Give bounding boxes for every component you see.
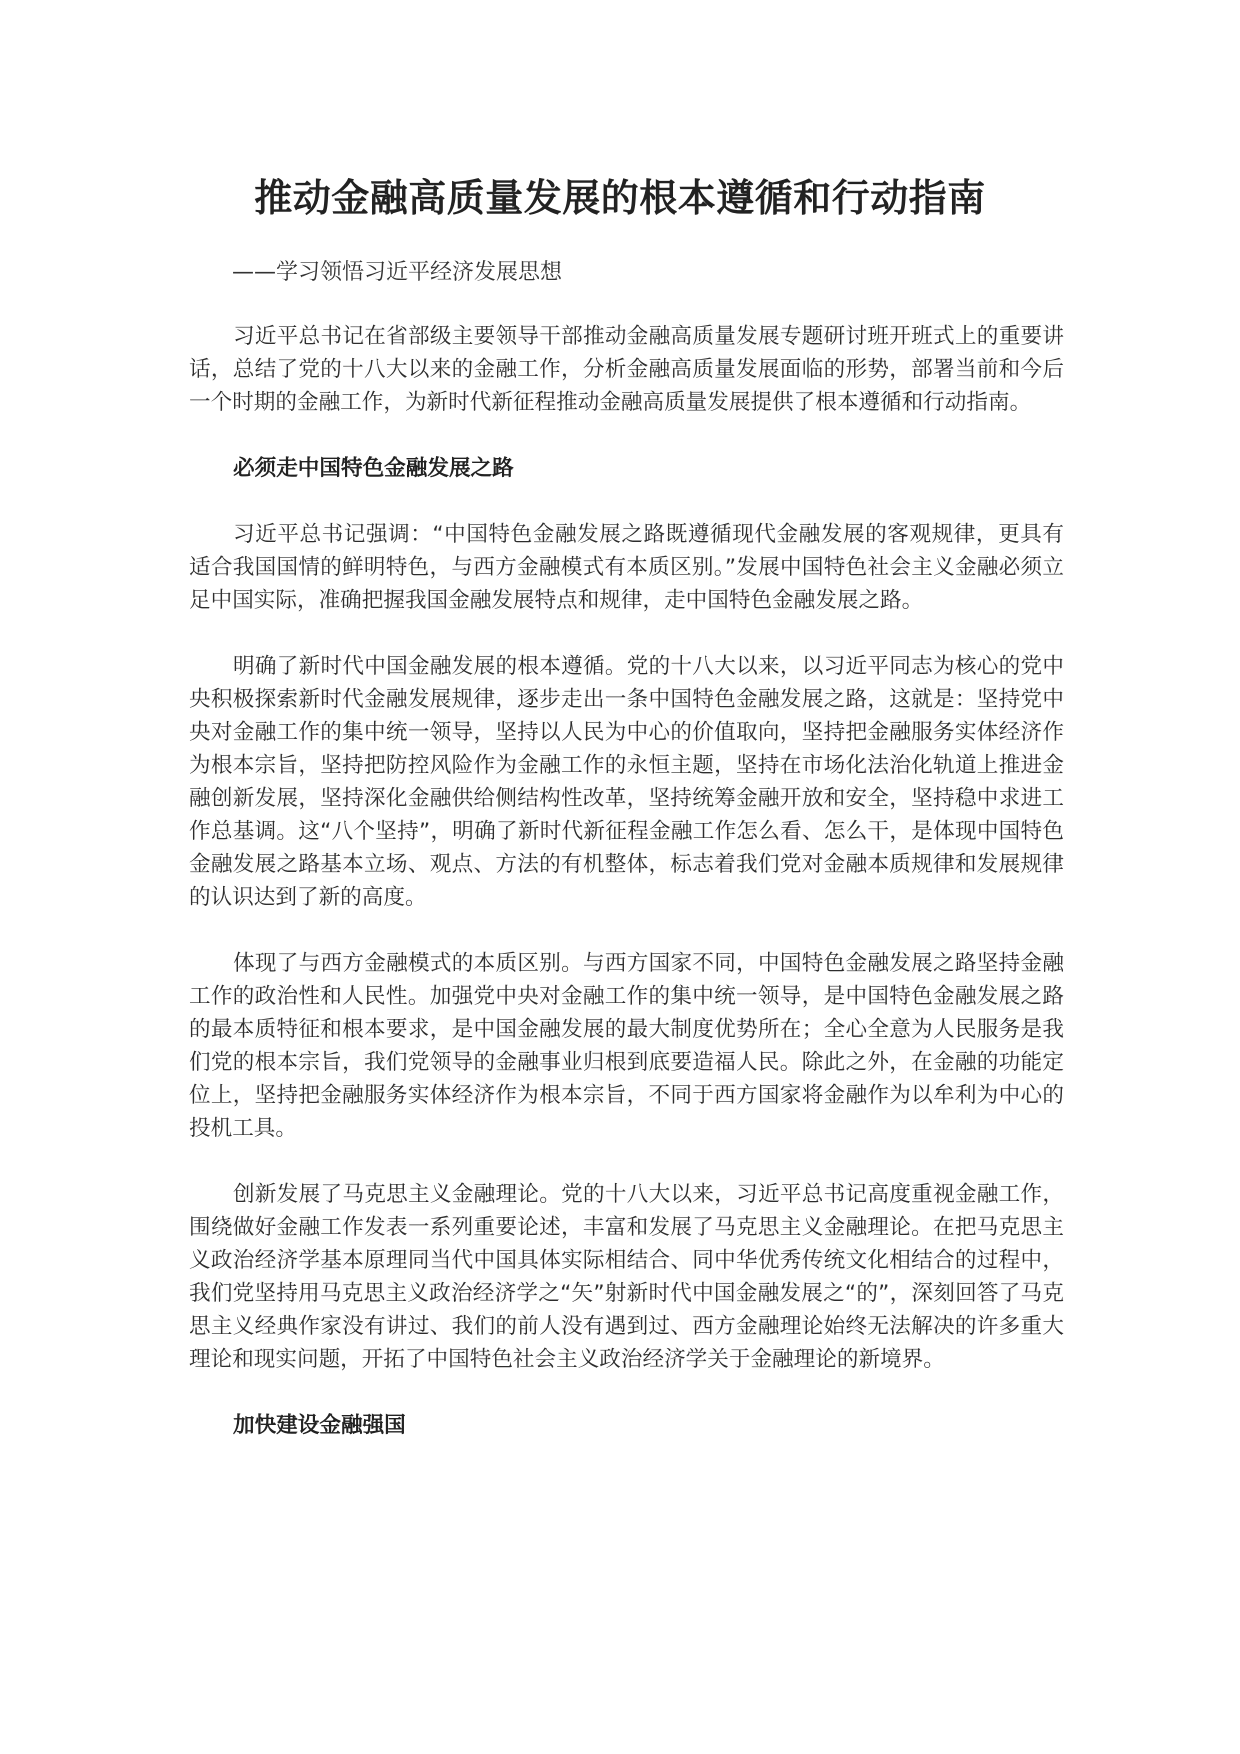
- paragraph-intro: 习近平总书记在省部级主要领导干部推动金融高质量发展专题研讨班开班式上的重要讲话，总结了党的十八大以来的金融工作，分析金融高质量发展面临的形势，部署当前和今后一个时期的金融工作，为新时代新征程推动金融高质量发展提供了根本遵循和行动指南。: [189, 324, 1064, 415]
- section-heading-chinese-path: 必须走中国特色金融发展之路: [233, 456, 514, 481]
- paragraph-quote: 习近平总书记强调：“中国特色金融发展之路既遵循现代金融发展的客观规律，更具有适合我国国情的鲜明特色，与西方金融模式有本质区别。”发展中国特色社会主义金融必须立足中国实际，准确把握我国金融发展特点和规律，走中国特色金融发展之路。: [189, 522, 1064, 613]
- document-title: 推动金融高质量发展的根本遵循和行动指南: [254, 176, 986, 220]
- paragraph-fundamental-guidance: 明确了新时代中国金融发展的根本遵循。党的十八大以来，以习近平同志为核心的党中央积极探索新时代金融发展规律，逐步走出一条中国特色金融发展之路，这就是：坚持党中央对金融工作的集中统一领导，坚持以人民为中心的价值取向，坚持把金融服务实体经济作为根本宗旨，坚持把防控风险作为金融工作的永恒主题，坚持在市场化法治化轨道上推进金融创新发展，坚持深化金融供给侧结构性改革，坚持统筹金融开放和安全，坚持稳中求进工作总基调。这“八个坚持”，明确了新时代新征程金融工作怎么看、怎么干，是体现中国特色金融发展之路基本立场、观点、方法的有机整体，标志着我们党对金融本质规律和发展规律的认识达到了新的高度。: [189, 654, 1064, 910]
- paragraph-difference-from-west: 体现了与西方金融模式的本质区别。与西方国家不同，中国特色金融发展之路坚持金融工作的政治性和人民性。加强党中央对金融工作的集中统一领导，是中国特色金融发展之路的最本质特征和根本要求，是中国金融发展的最大制度优势所在；全心全意为人民服务是我们党的根本宗旨，我们党领导的金融事业归根到底要造福人民。除此之外，在金融的功能定位上，坚持把金融服务实体经济作为根本宗旨，不同于西方国家将金融作为以牟利为中心的投机工具。: [189, 951, 1064, 1141]
- document-body: [189, 320, 1064, 1475]
- section-heading-financial-power: 加快建设金融强国: [233, 1413, 406, 1438]
- document-subtitle: ——学习领悟习近平经济发展思想: [232, 260, 563, 285]
- paragraph-marxist-theory: 创新发展了马克思主义金融理论。党的十八大以来，习近平总书记高度重视金融工作，围绕做好金融工作发表一系列重要论述，丰富和发展了马克思主义金融理论。在把马克思主义政治经济学基本原理同当代中国具体实际相结合、同中华优秀传统文化相结合的过程中，我们党坚持用马克思主义政治经济学之“矢”射新时代中国金融发展之“的”，深刻回答了马克思主义经典作家没有讲过、我们的前人没有遇到过、西方金融理论始终无法解决的许多重大理论和现实问题，开拓了中国特色社会主义政治经济学关于金融理论的新境界。: [189, 1182, 1064, 1372]
